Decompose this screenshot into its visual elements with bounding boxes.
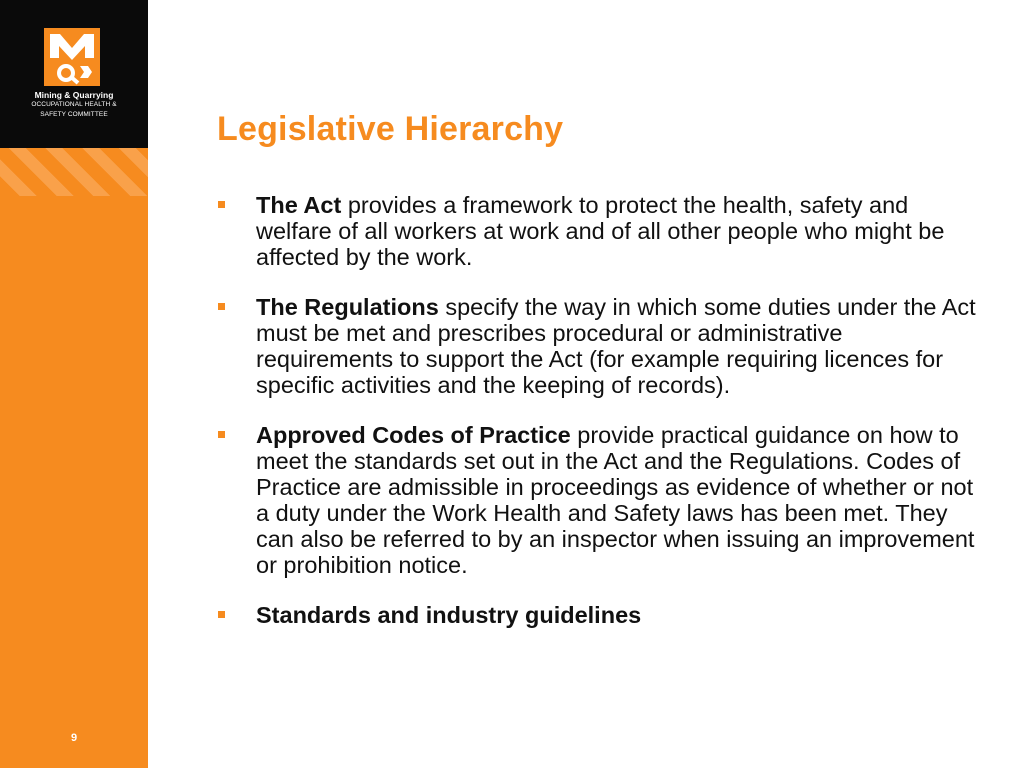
bullet-square-icon [218,303,225,310]
logo-line-3: SAFETY COMMITTEE [40,111,108,118]
bullet-the-act [216,192,976,270]
bullet-term: Standards and industry guidelines [256,602,642,628]
bullet-standards [216,602,976,628]
logo-line-2: OCCUPATIONAL HEALTH & [31,101,117,108]
bullet-square-icon [218,431,225,438]
mq-logo-icon [44,28,100,86]
bullet-square-icon [218,201,225,208]
bullet-term: The Regulations [256,294,439,320]
bullet-text: provide practical guidance on how to meet the standards set out in the Act and the Regulations. Codes of Practice are admissible in proceedings as evidence of whether or not a duty under the Work Health and Safety laws has been met. They can also be referred to by an inspector when issuing an improvement or prohibition notice. [256,422,975,578]
bullet-codes-of-practice [216,422,976,578]
logo [0,0,148,148]
bullet-the-regulations [216,294,976,398]
bullet-text: specify the way in which some duties under the Act must be met and prescribes procedural or administrative requirements to support the Act (for example requiring licences for specific activities and the keeping of records). [256,294,976,398]
sidebar [0,0,148,768]
logo-name: Mining & Quarrying [34,90,114,100]
slide-title: Legislative Hierarchy [217,110,564,148]
bullet-term: The Act [256,192,342,218]
logo-text [0,90,148,120]
bullet-term: Approved Codes of Practice [256,422,571,448]
bullet-square-icon [218,611,225,618]
bullet-text: provides a framework to protect the health, safety and welfare of all workers at work and of all other people who might be affected by the work. [256,192,945,270]
bullet-list [216,192,976,652]
page-number: 9 [70,732,78,744]
decorative-stripes [0,148,148,196]
